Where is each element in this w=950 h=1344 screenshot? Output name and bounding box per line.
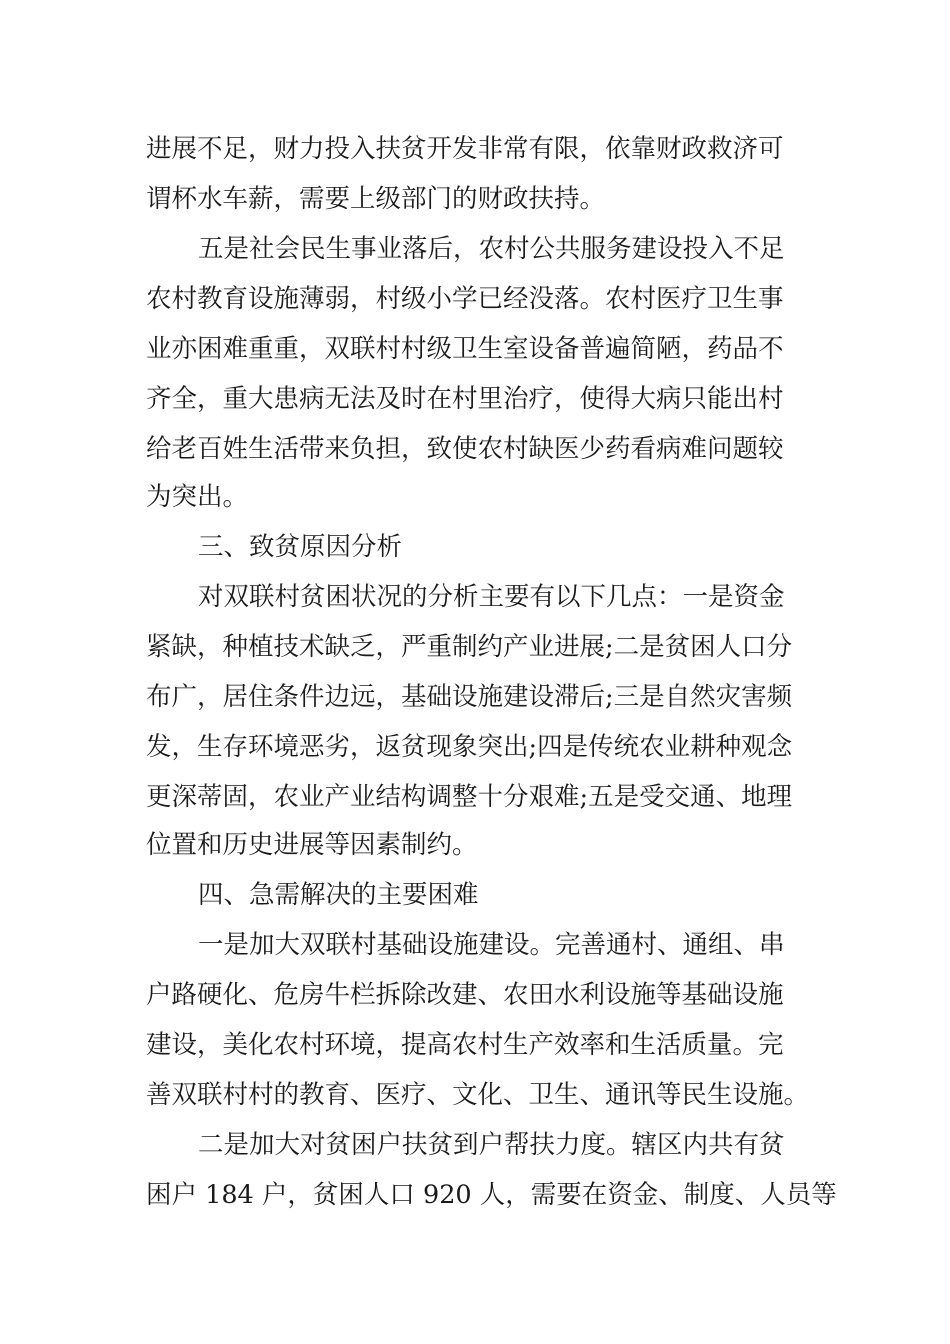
paragraph-start-line: 对双联村贫困状况的分析主要有以下几点：一是资金 bbox=[198, 582, 785, 612]
body-line: 建设，美化农村环境，提高农村生产效率和生活质量。完 bbox=[146, 1030, 784, 1060]
paragraph-start-line: 五是社会民生事业落后，农村公共服务建设投入不足 bbox=[198, 234, 785, 264]
body-line: 给老百姓生活带来负担，致使农村缺医少药看病难问题较 bbox=[146, 434, 784, 464]
body-line: 业亦困难重重，双联村村级卫生室设备普遍简陋，药品不 bbox=[146, 334, 784, 364]
body-line: 困户 184 户，贫困人口 920 人，需要在资金、制度、人员等 bbox=[146, 1180, 837, 1210]
body-line: 布广，居住条件边远，基础设施建设滞后;三是自然灾害频 bbox=[146, 682, 793, 712]
body-line: 善双联村村的教育、医疗、文化、卫生、通讯等民生设施。 bbox=[146, 1080, 810, 1110]
body-line: 进展不足，财力投入扶贫开发非常有限，依靠财政救济可 bbox=[146, 134, 784, 164]
body-line: 齐全，重大患病无法及时在村里治疗，使得大病只能出村 bbox=[146, 384, 784, 414]
section-heading: 三、致贫原因分析 bbox=[198, 532, 403, 562]
body-line: 农村教育设施薄弱，村级小学已经没落。农村医疗卫生事 bbox=[146, 284, 784, 314]
paragraph-start-line: 二是加大对贫困户扶贫到户帮扶力度。辖区内共有贫 bbox=[198, 1130, 785, 1160]
body-line: 紧缺，种植技术缺乏，严重制约产业进展;二是贫困人口分 bbox=[146, 632, 793, 662]
body-line: 为突出。 bbox=[146, 482, 249, 512]
body-line: 发，生存环境恶劣，返贫现象突出;四是传统农业耕种观念 bbox=[146, 732, 793, 762]
body-line: 位置和历史进展等因素制约。 bbox=[146, 830, 478, 860]
body-line: 谓杯水车薪，需要上级部门的财政扶持。 bbox=[146, 184, 606, 214]
body-line: 户路硬化、危房牛栏拆除改建、农田水利设施等基础设施 bbox=[146, 980, 784, 1010]
section-heading: 四、急需解决的主要困难 bbox=[198, 880, 479, 910]
body-line: 更深蒂固，农业产业结构调整十分艰难;五是受交通、地理 bbox=[146, 782, 793, 812]
paragraph-start-line: 一是加大双联村基础设施建设。完善通村、通组、串 bbox=[198, 930, 785, 960]
